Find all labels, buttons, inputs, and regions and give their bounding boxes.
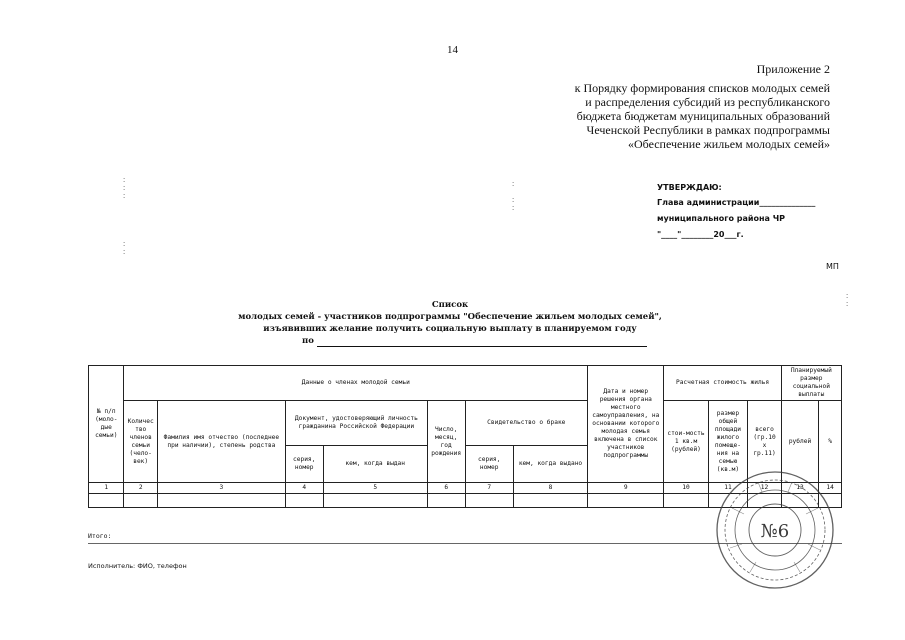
header-total: всего (гр.10 х гр.11) (748, 401, 781, 483)
appendix-title: Приложение 2 (756, 62, 830, 76)
appendix-line: и распределения субсидий из республиканского (585, 95, 830, 109)
appendix-line: к Порядку формирования списков молодых семей (574, 81, 830, 95)
column-number: 5 (323, 483, 427, 494)
header-doc-series: серия, номер (285, 446, 323, 483)
header-area: размер общей площади жилого помеще-ния на семью (кв.м) (708, 401, 748, 483)
header-document: Документ, удостоверяющий личность гражданина Российской Федерации (285, 401, 427, 446)
header-cost: Расчетная стоимость жилья (664, 366, 781, 401)
round-stamp (710, 468, 840, 598)
po-row (230, 335, 670, 347)
header-doc-issued: кем, когда выдан (323, 446, 427, 483)
appendix-line: Чеченской Республики в рамках подпрограммы (586, 123, 830, 137)
header-cost-per-m: стои-мость 1 кв.м (рублей) (664, 401, 708, 483)
list-title-line: молодых семей - участников подпрограммы "Обеспечение жильем молодых семей", (238, 312, 662, 322)
column-number: 2 (124, 483, 157, 494)
approval-head-line: Глава администрации______________ (657, 198, 816, 207)
appendix-line: «Обеспечение жильем молодых семей» (627, 137, 830, 151)
approval-date: "____"________20___г. (657, 230, 744, 239)
seal-place-label: МП (826, 262, 839, 271)
column-number: 13 (781, 483, 819, 494)
header-pct: % (819, 401, 842, 483)
column-number: 9 (588, 483, 664, 494)
column-number: 11 (708, 483, 748, 494)
column-number: 12 (748, 483, 781, 494)
column-number: 3 (157, 483, 285, 494)
list-title (230, 299, 670, 347)
list-title-line: изъявивших желание получить социальную выплату в планируемом году (263, 324, 637, 334)
header-planned: Планируемый размер социальной выплаты (781, 366, 841, 401)
scan-artifact: : : (123, 239, 126, 256)
header-mar-issued: кем, когда выдано (513, 446, 587, 483)
page-number: 14 (447, 44, 458, 56)
header-birth: Число, месяц, год рождения (427, 401, 465, 483)
total-label: Итого: (88, 532, 112, 540)
approval-district: муниципального района ЧР (657, 214, 786, 223)
header-family-data: Данные о членах молодой семьи (124, 366, 588, 401)
header-mar-series: серия, номер (465, 446, 513, 483)
header-rub: рублей (781, 401, 819, 483)
column-number: 14 (819, 483, 842, 494)
header-decision: Дата и номер решения органа местного самоуправления, на основании которого молодая семья включена в список участников подпрограммы (588, 366, 664, 483)
appendix-block (575, 62, 830, 151)
column-number: 6 (427, 483, 465, 494)
stamp-number: №6 (760, 521, 790, 542)
approval-block (657, 182, 815, 241)
column-number: 10 (664, 483, 708, 494)
po-fill-line (317, 336, 647, 347)
po-label: по (302, 336, 314, 346)
list-title-line: Список (431, 300, 469, 310)
appendix-line: бюджета бюджетам муниципальных образований (576, 109, 830, 123)
executor-line: Исполнитель: ФИО, телефон (88, 562, 187, 570)
scan-artifact: : : (846, 291, 849, 308)
approval-header: УТВЕРЖДАЮ: (657, 183, 722, 192)
column-number: 7 (465, 483, 513, 494)
header-count: Количес тво членов семьи (чело-век) (124, 401, 157, 483)
scan-artifact: : : : (123, 175, 126, 200)
header-marriage: Свидетельство о браке (465, 401, 588, 446)
column-number: 4 (285, 483, 323, 494)
column-number: 8 (513, 483, 587, 494)
column-number: 1 (89, 483, 124, 494)
header-number: № п/п (моло-дые семьи) (89, 366, 124, 483)
scan-artifact: : : : (512, 179, 515, 212)
header-fio: Фамилия имя отчество (последнее при наличии), степень родства (157, 401, 285, 483)
